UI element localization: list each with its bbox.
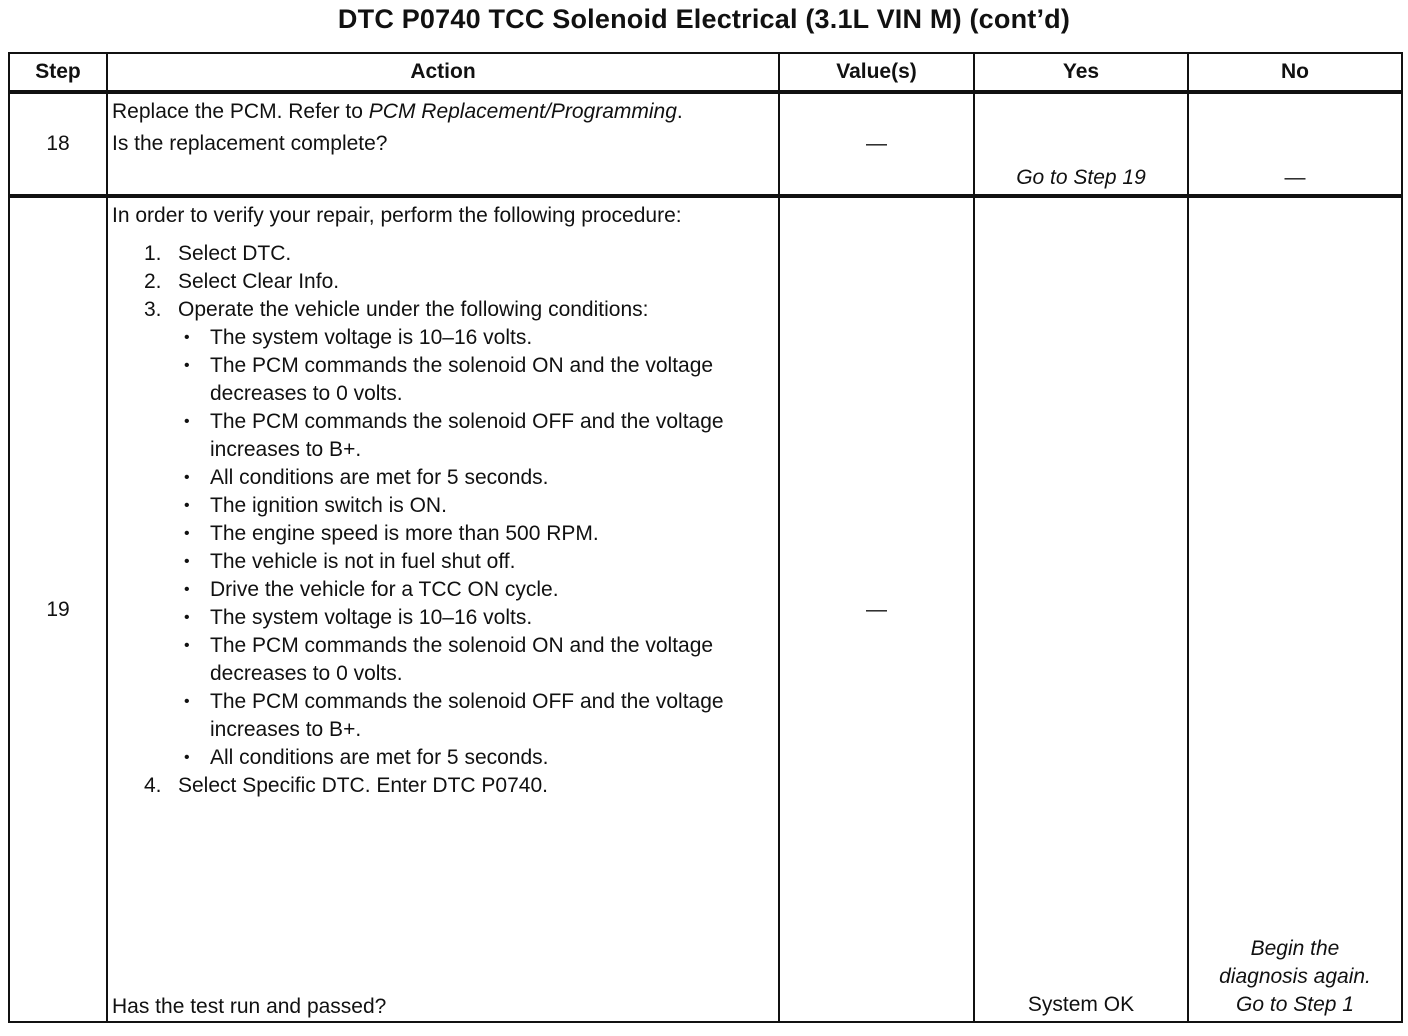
diagnostic-table [8,52,1403,1023]
table-row-18 [9,92,1402,196]
header-action: Action [107,53,779,92]
condition-bullet: • Drive the vehicle for a TCC ON cycle. [112,576,772,604]
no-text: Begin the diagnosis again. Go to Step 1 [1219,937,1371,1016]
condition-bullet: • The system voltage is 10–16 volts. [112,604,772,632]
procedure-step: 1. Select DTC. [144,242,292,265]
condition-bullet: • All conditions are met for 5 seconds. [112,464,772,492]
action-cell [107,196,779,1022]
condition-bullet: • All conditions are met for 5 seconds. [112,744,772,772]
table-row-19 [9,196,1402,1022]
condition-bullet: • The PCM commands the solenoid ON and the voltage decreases to 0 volts. [112,632,772,688]
procedure-step: 4. Select Specific DTC. Enter DTC P0740. [144,774,548,797]
yes-cell [974,92,1188,196]
action-question: Has the test run and passed? [112,995,387,1018]
header-yes: Yes [974,53,1188,92]
action-question: Is the replacement complete? [112,132,388,155]
no-text: — [1284,166,1306,189]
header-no: No [1188,53,1402,92]
condition-bullet: • The PCM commands the solenoid ON and the voltage decreases to 0 volts. [112,352,772,408]
action-cell [107,92,779,196]
step-number: 19 [9,196,107,1022]
condition-bullet: • The PCM commands the solenoid OFF and the voltage increases to B+. [112,408,772,464]
condition-bullet: • The vehicle is not in fuel shut off. [112,548,772,576]
action-intro: In order to verify your repair, perform the following procedure: [112,204,682,227]
table-header-row [9,53,1402,92]
no-cell [1188,196,1402,1022]
page-title: DTC P0740 TCC Solenoid Electrical (3.1L VIN M) (cont’d) [337,4,1071,34]
no-cell [1188,92,1402,196]
reference-link: PCM Replacement/Programming [368,100,677,123]
value-cell: — [779,196,974,1022]
yes-cell [974,196,1188,1022]
procedure-step: 2. Select Clear Info. [144,270,340,293]
header-values: Value(s) [779,53,974,92]
yes-text: System OK [1027,993,1135,1016]
action-text: Replace the PCM. Refer to PCM Replacement/Programming. [112,100,683,123]
procedure-step: 3. Operate the vehicle under the following conditions: [144,298,649,321]
condition-bullet: • The system voltage is 10–16 volts. [112,324,772,352]
condition-bullet: • The engine speed is more than 500 RPM. [112,520,772,548]
condition-bullet: • The ignition switch is ON. [112,492,772,520]
condition-bullet: • The PCM commands the solenoid OFF and the voltage increases to B+. [112,688,772,744]
value-cell: — [779,92,974,196]
step-number: 18 [9,92,107,196]
yes-text: Go to Step 19 [1016,166,1146,189]
header-step: Step [9,53,107,92]
